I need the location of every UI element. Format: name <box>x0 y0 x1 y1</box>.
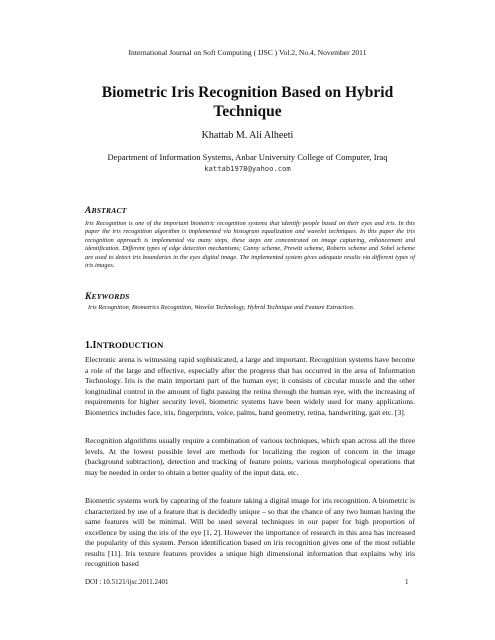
introduction-number: 1. <box>85 340 93 351</box>
keywords-heading <box>85 292 130 302</box>
introduction-heading-rest: NTRODUCTION <box>96 340 164 350</box>
abstract-text: Iris Recognition is one of the important biometric recognition systems that identify people based on their eyes and iris. In this paper the iris recognition algorithm is implemented via histogram equalization and wavelet techniques. In this paper the iris recognition approach is implemented via many steps, these steps are concentrated on image capturing, enhancement and identification. Different types of edge detection mechanisms; Canny scheme, Prewitt scheme, Roberts scheme and Sobel scheme are used to detect iris boundaries in the eyes digital image. The implemented system gives adequate results via different types of iris images. <box>85 220 415 270</box>
author-name: Khattab M. Ali Alheeti <box>201 130 294 141</box>
page-number: 1 <box>405 578 409 586</box>
paper-title-line-2: Technique <box>213 103 282 120</box>
author-affiliation: Department of Information Systems, Anbar University College of Computer, Iraq <box>107 152 388 162</box>
keywords-heading-rest: EYWORDS <box>91 292 130 301</box>
intro-paragraph-1: Electronic arena is witnessing rapid sophisticated, a large and important. Recognition systems have become a role of the large and effective, especially after the progress that has occurred in the area of Information Technology. Iris is the main important part of the human eye; it consists of circular muscle and the other longitudinal control in the amount of light passing the retina through the human eye, with the increasing of requirements for higher security level, biometric systems have been widely used for many applications. Biometrics includes face, iris, fingerprints, voice, palms, hand geometry, retina, handwriting, gait etc. [3]. <box>85 355 415 417</box>
doi-footer: DOI : 10.5121/ijsc.2011.2401 <box>85 578 169 586</box>
abstract-heading-initial: A <box>85 206 92 216</box>
introduction-heading-initial: I <box>92 340 97 351</box>
intro-paragraph-2: Recognition algorithms usually require a combination of various techniques, which span across all the three levels. At the lowest possible level are methods for localizing the region of concern in the image (background subtraction), detection and tracking of feature points, various morphological operations that may be needed in order to obtain a better quality of the input data, etc. <box>85 436 415 477</box>
journal-header: International Journal on Soft Computing ( IJSC ) Vol.2, No.4, November 2011 <box>128 48 367 57</box>
keywords-heading-initial: K <box>85 292 92 302</box>
abstract-heading <box>85 206 127 216</box>
paper-title-line-1: Biometric Iris Recognition Based on Hybrid <box>101 84 394 101</box>
introduction-heading <box>85 340 163 351</box>
keywords-text: Iris Recognition, Biometrics Recognition, Wavelet Technology, Hybrid Technique and Feature Extraction. <box>88 304 355 311</box>
abstract-heading-rest: BSTRACT <box>91 206 127 215</box>
intro-paragraph-3: Biometric systems work by capturing of the feature taking a digital image for iris recognition. A biometric is characterized by use of a feature that is decidedly unique – so that the chance of any two human having the same features will be minimal. Will be used several techniques in our paper for high proportion of excellence by using the iris of the eye [1, 2]. However the importance of research in this area has increased the popularity of this system. Person identification based on iris recognition gives one of the most reliable results [11]. Iris texture features provides a unique high dimensional information that explains why iris recognition based <box>85 496 415 568</box>
author-email: kattab1978@yahoo.com <box>204 164 291 173</box>
paper-title <box>60 83 435 121</box>
